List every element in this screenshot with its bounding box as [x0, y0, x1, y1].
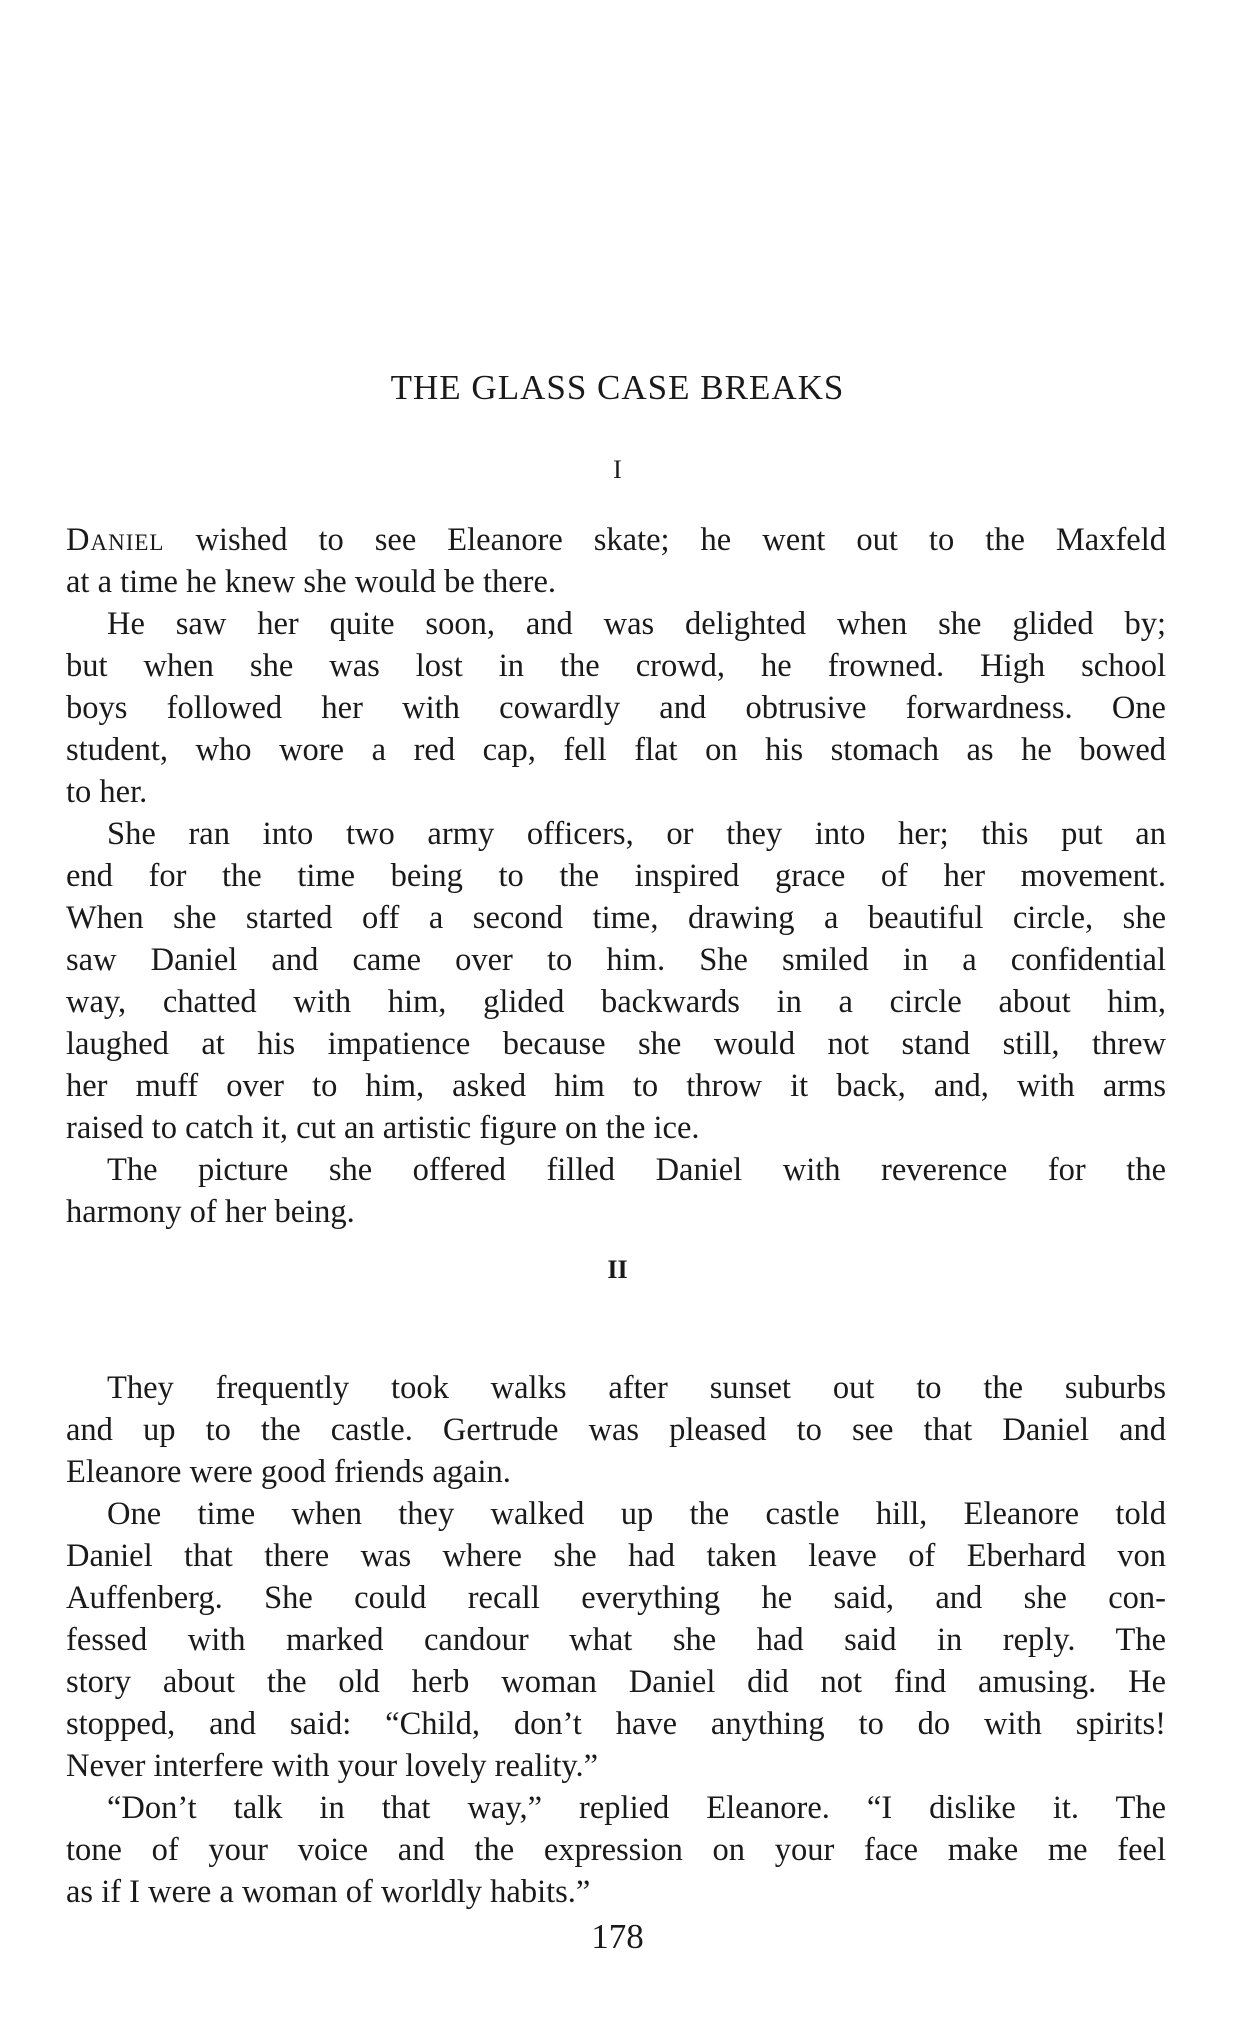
chapter-title: THE GLASS CASE BREAKS: [390, 368, 845, 407]
section-number-1: I: [613, 455, 622, 484]
text-line: Eleanore were good friends again.: [66, 1454, 511, 1490]
first-word: Daniel: [66, 522, 165, 558]
text-line: When she started off a second time, drawing a beautiful circle, she: [66, 900, 1166, 936]
text-line: They frequently took walks after sunset out to the suburbs: [107, 1370, 1166, 1406]
text-line: but when she was lost in the crowd, he frowned. High school: [66, 648, 1166, 684]
text-line: One time when they walked up the castle hill, Eleanore told: [107, 1496, 1166, 1532]
text-line: He saw her quite soon, and was delighted when she glided by;: [107, 606, 1166, 642]
text-line: end for the time being to the inspired grace of her movement.: [66, 858, 1166, 894]
text-line: story about the old herb woman Daniel did not find amusing. He: [66, 1664, 1166, 1700]
text-line: and up to the castle. Gertrude was pleased to see that Daniel and: [66, 1412, 1166, 1448]
text-line: [66, 519, 1166, 561]
text-line: The picture she offered filled Daniel with reverence for the: [107, 1152, 1166, 1188]
text-line: tone of your voice and the expression on your face make me feel: [66, 1832, 1166, 1868]
text-line: Never interfere with your lovely reality.”: [66, 1748, 599, 1784]
text-line: harmony of her being.: [66, 1194, 355, 1230]
text-line: to her.: [66, 774, 148, 810]
text-line: at a time he knew she would be there.: [66, 564, 557, 600]
text-line: Daniel that there was where she had taken leave of Eberhard von: [66, 1538, 1166, 1574]
text-line: saw Daniel and came over to him. She smiled in a confidential: [66, 942, 1166, 978]
section-number-2: II: [607, 1255, 628, 1284]
text-line: way, chatted with him, glided backwards in a circle about him,: [66, 984, 1166, 1020]
page-number: 178: [591, 1917, 644, 1956]
text-line: boys followed her with cowardly and obtrusive forwardness. One: [66, 690, 1166, 726]
text-line: Auffenberg. She could recall everything he said, and she con-: [66, 1580, 1166, 1616]
text-line: laughed at his impatience because she would not stand still, threw: [66, 1026, 1166, 1062]
text-line: fessed with marked candour what she had said in reply. The: [66, 1622, 1166, 1658]
text-line: her muff over to him, asked him to throw it back, and, with arms: [66, 1068, 1166, 1104]
text-line: student, who wore a red cap, fell flat on his stomach as he bowed: [66, 732, 1166, 768]
line-rest: wished to see Eleanore skate; he went out to the Maxfeld: [164, 522, 1166, 558]
text-line: stopped, and said: “Child, don’t have anything to do with spirits!: [66, 1706, 1166, 1742]
text-line: She ran into two army officers, or they into her; this put an: [107, 816, 1166, 852]
text-line: “Don’t talk in that way,” replied Eleanore. “I dislike it. The: [107, 1790, 1166, 1826]
text-line: as if I were a woman of worldly habits.”: [66, 1874, 591, 1910]
text-line: raised to catch it, cut an artistic figure on the ice.: [66, 1110, 700, 1146]
